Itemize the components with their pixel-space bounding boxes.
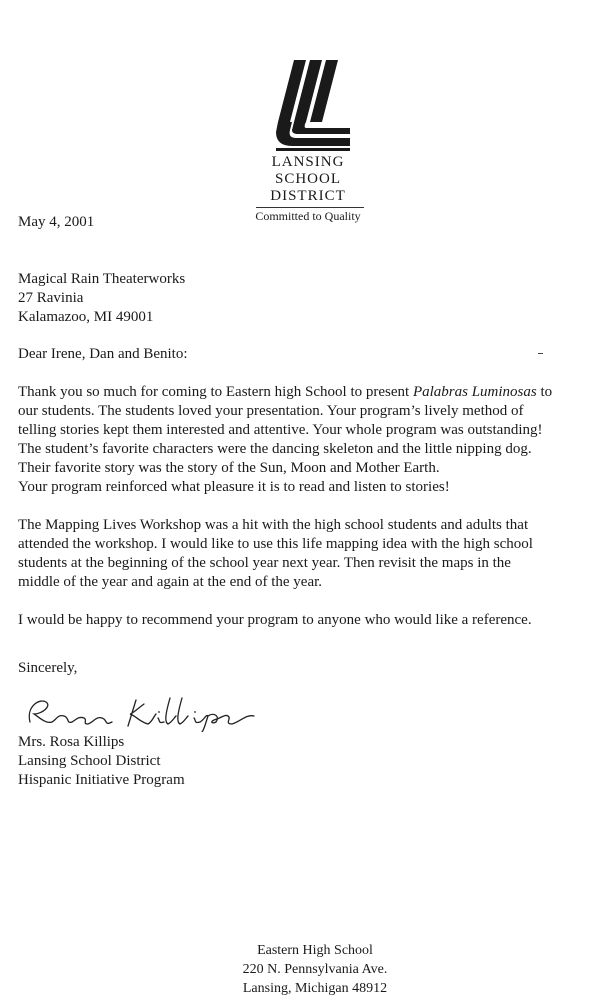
text-run: to (536, 384, 553, 400)
logo-line-district: DISTRICT (270, 188, 346, 204)
handwritten-signature (18, 692, 258, 737)
paragraph-1-line-2: our students. The students loved your presentation. Your program’s lively method of (18, 403, 524, 419)
paragraph-1-line-1 (18, 383, 552, 402)
paragraph-1 (18, 383, 552, 478)
footer-street: 220 N. Pennsylvania Ave. (242, 962, 388, 977)
sender-organization: Lansing School District (18, 753, 161, 769)
paragraph-3-line-2: attended the workshop. I would like to use this life mapping idea with the high school (18, 536, 533, 552)
recipient-city: Kalamazoo, MI 49001 (18, 309, 154, 325)
recipient-name: Magical Rain Theaterworks (18, 271, 186, 287)
salutation: Dear Irene, Dan and Benito: (18, 346, 188, 362)
recipient-address (18, 270, 185, 327)
logo-tagline: Committed to Quality (255, 209, 361, 223)
paragraph-4: I would be happy to recommend your program to anyone who would like a reference. (18, 612, 532, 628)
footer-city: Lansing, Michigan 48912 (242, 981, 388, 996)
sender-program: Hispanic Initiative Program (18, 772, 185, 788)
paragraph-3 (18, 516, 533, 592)
paragraph-3-line-4: middle of the year and again at the end of the year. (18, 574, 323, 590)
logo-line-lansing: LANSING (271, 154, 345, 170)
letterhead-footer (195, 941, 435, 998)
recipient-street: 27 Ravinia (18, 290, 84, 306)
letter-date: May 4, 2001 (18, 214, 95, 230)
paragraph-3-line-3: students at the beginning of the school year next year. Then revisit the maps in the (18, 555, 511, 571)
ll-logo-mark-icon (250, 58, 366, 154)
footer-school: Eastern High School (257, 943, 373, 958)
closing: Sincerely, (18, 660, 78, 676)
signature-block (18, 733, 185, 790)
sender-name: Mrs. Rosa Killips (18, 734, 125, 750)
paragraph-3-line-1: The Mapping Lives Workshop was a hit with the high school students and adults that (18, 517, 529, 533)
stray-mark (538, 353, 543, 354)
paragraph-1-line-4: The student’s favorite characters were the dancing skeleton and the little nipping dog. (18, 441, 532, 457)
show-title: Palabras Luminosas (412, 384, 537, 400)
paragraph-1-line-5: Their favorite story was the story of the Sun, Moon and Mother Earth. (18, 460, 440, 476)
paragraph-1-line-3: telling stories kept them interested and attentive. Your whole program was outstanding! (18, 422, 543, 438)
logo-line-school: SCHOOL (274, 171, 341, 187)
lansing-school-district-logo (250, 58, 366, 228)
paragraph-2: Your program reinforced what pleasure it is to read and listen to stories! (18, 479, 450, 495)
text-run: Thank you so much for coming to Eastern high School to present (18, 384, 413, 400)
logo-divider (256, 207, 364, 208)
